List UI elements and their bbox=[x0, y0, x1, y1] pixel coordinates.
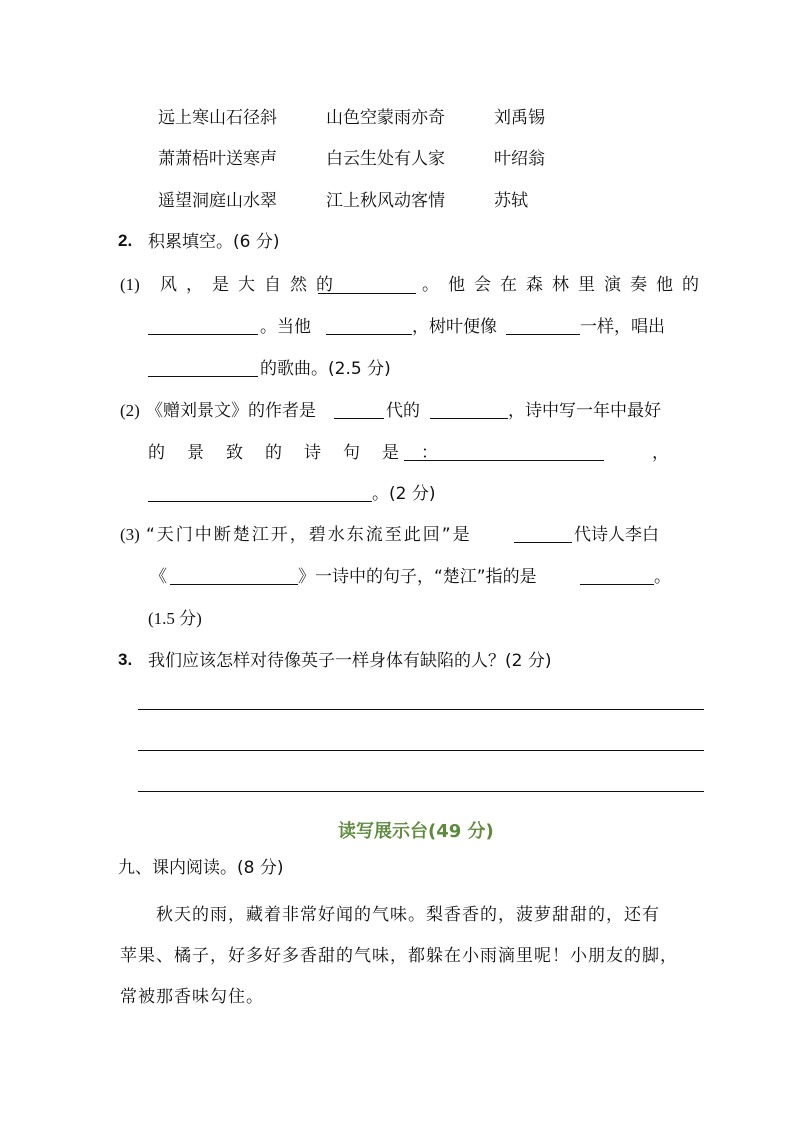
poem-line: 遥望洞庭山水翠 bbox=[158, 191, 277, 211]
answer-blank[interactable] bbox=[148, 485, 372, 502]
answer-blank[interactable] bbox=[430, 402, 508, 419]
question-title: 九、课内阅读。(8 分) bbox=[118, 858, 284, 878]
question-number: 3. bbox=[118, 650, 133, 669]
answer-blank[interactable] bbox=[148, 360, 258, 377]
text: 风，是大自然的 bbox=[160, 275, 342, 295]
text: 。当他 bbox=[260, 317, 311, 337]
question-text: 我们应该怎样对待像英子一样身体有缺陷的人？(2 分) bbox=[148, 651, 552, 671]
text: “天门中断楚江开，碧水东流至此回”是 bbox=[146, 525, 472, 545]
answer-blank[interactable] bbox=[514, 526, 572, 543]
text: 《赠刘景文》的作者是 bbox=[146, 401, 316, 421]
text: 。 bbox=[654, 567, 671, 587]
answer-line[interactable] bbox=[138, 750, 704, 751]
subquestion-label: (1) bbox=[120, 275, 140, 294]
answer-blank[interactable] bbox=[580, 568, 654, 585]
score-note: (1.5 分) bbox=[148, 609, 202, 628]
poem-line: 远上寒山石径斜 bbox=[158, 108, 277, 128]
answer-blank[interactable] bbox=[318, 277, 416, 294]
answer-blank[interactable] bbox=[170, 568, 298, 585]
answer-blank[interactable] bbox=[148, 318, 258, 335]
text: ， bbox=[652, 443, 669, 463]
text: 代的 bbox=[386, 401, 420, 421]
question-title: 积累填空。(6 分) bbox=[148, 232, 280, 252]
text: 。他会在森林里演奏他的 bbox=[422, 275, 708, 295]
passage-line: 常被那香味勾住。 bbox=[120, 987, 264, 1007]
text: ，树叶便像 bbox=[412, 317, 497, 337]
answer-line[interactable] bbox=[138, 709, 704, 710]
poem-line: 萧萧梧叶送寒声 bbox=[158, 149, 277, 169]
question-number: 2. bbox=[118, 231, 133, 250]
answer-blank[interactable] bbox=[334, 402, 384, 419]
subquestion-label: (3) bbox=[120, 525, 140, 544]
answer-blank[interactable] bbox=[506, 318, 580, 335]
poem-line: 山色空蒙雨亦奇 bbox=[326, 108, 445, 128]
text: 。(2 分) bbox=[372, 484, 436, 504]
poem-line: 江上秋风动客情 bbox=[326, 191, 445, 211]
subquestion-label: (2) bbox=[120, 401, 140, 420]
answer-line[interactable] bbox=[138, 791, 704, 792]
text: 代诗人李白 bbox=[574, 525, 659, 545]
poet-name: 苏轼 bbox=[494, 191, 528, 211]
text: ，诗中写一年中最好 bbox=[508, 401, 661, 421]
text: 的景致的诗句是： bbox=[148, 443, 460, 463]
poet-name: 刘禹锡 bbox=[494, 108, 545, 128]
section-title: 读写展示台(49 分) bbox=[338, 821, 494, 842]
text: 》一诗中的句子，“楚江”指的是 bbox=[298, 567, 537, 587]
passage-line: 苹果、橘子，好多好多香甜的气味，都躲在小雨滴里呢！小朋友的脚， bbox=[120, 946, 678, 966]
poet-name: 叶绍翁 bbox=[494, 149, 545, 169]
passage-line: 秋天的雨，藏着非常好闻的气味。梨香香的，菠萝甜甜的，还有 bbox=[156, 905, 660, 925]
answer-blank[interactable] bbox=[326, 318, 412, 335]
text: 《 bbox=[150, 567, 167, 587]
answer-blank[interactable] bbox=[404, 444, 604, 461]
poem-line: 白云生处有人家 bbox=[326, 149, 445, 169]
text: 一样，唱出 bbox=[580, 317, 665, 337]
text: 的歌曲。(2.5 分) bbox=[260, 359, 391, 379]
